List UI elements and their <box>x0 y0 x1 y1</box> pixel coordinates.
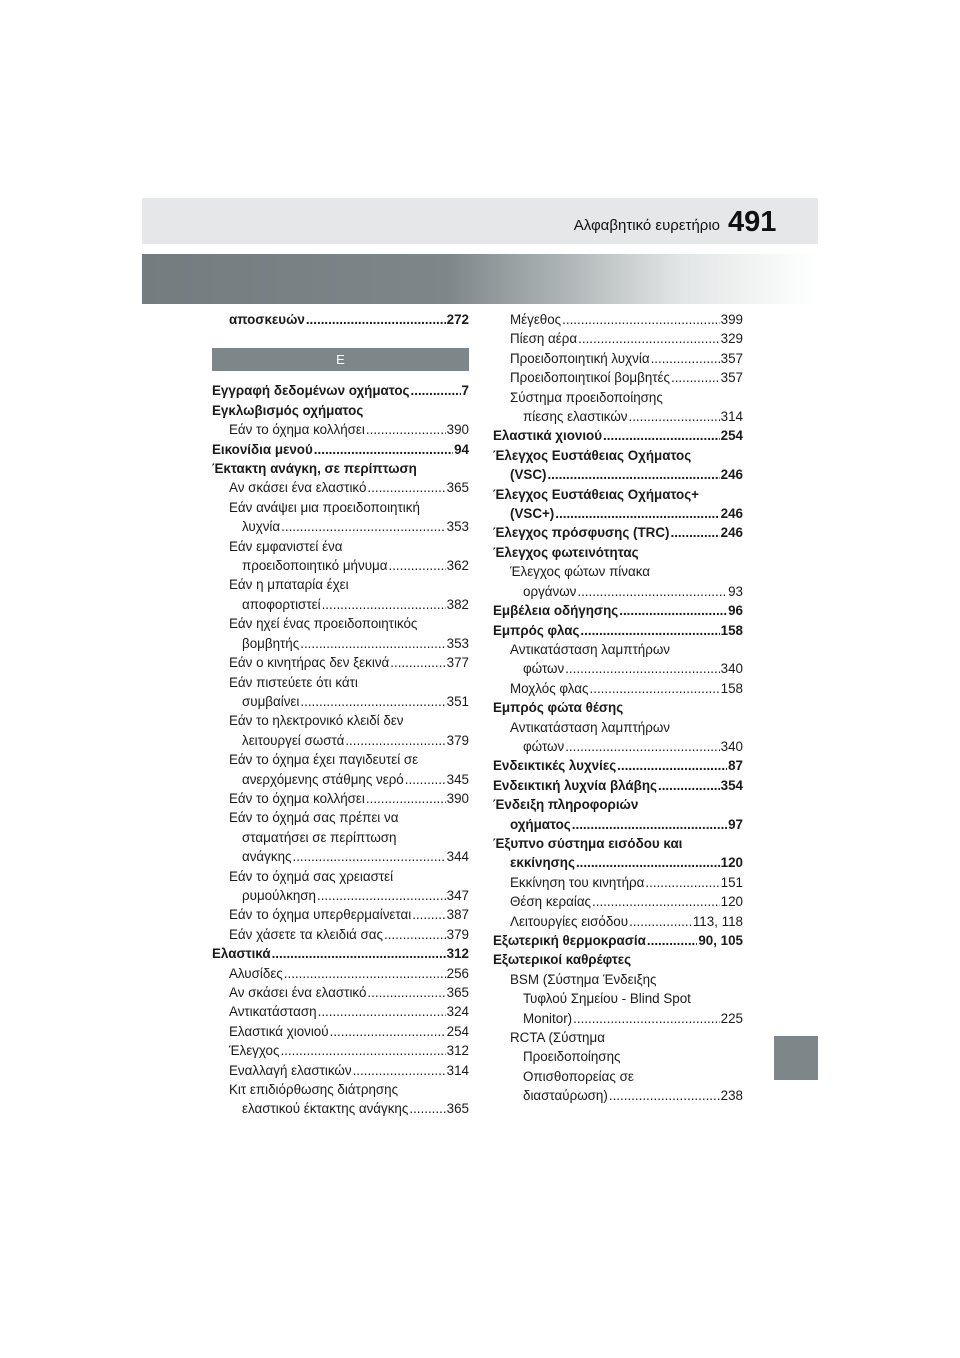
index-entry: ανερχόμενης στάθμης νερό ..... 345 <box>212 770 469 789</box>
index-subentry: BSM (Σύστημα Ένδειξης <box>510 971 657 987</box>
index-subentry: Εάν το ηλεκτρονικό κλειδί δεν <box>229 713 404 729</box>
index-entry: Έλεγχος ..... 312 <box>212 1041 469 1060</box>
index-entry: αποφορτιστεί ..... 382 <box>212 595 469 614</box>
index-subentry: Εάν η μπαταρία έχει <box>229 577 349 593</box>
index-subentry: Εάν ηχεί ένας προειδοποιητικός <box>229 616 418 632</box>
index-entry: λυχνία ..... 353 <box>212 517 469 536</box>
index-entry: Αντικατάσταση ..... 324 <box>212 1002 469 1021</box>
index-subentry: Τυφλού Σημείου - Blind Spot <box>523 991 691 1007</box>
index-entry: Έλεγχος πρόσφυσης (TRC) ..... 246 <box>493 523 743 542</box>
index-heading: Ένδειξη πληροφοριών <box>493 797 639 813</box>
index-entry: Ελαστικά χιονιού ..... 254 <box>493 426 743 445</box>
index-subentry: Εάν ανάψει μια προειδοποιητική <box>229 499 420 515</box>
index-entry: ανάγκης ..... 344 <box>212 847 469 866</box>
index-entry: εκκίνησης ..... 120 <box>493 853 743 872</box>
index-entry: ρυμούλκηση ..... 347 <box>212 886 469 905</box>
index-entry: Ελαστικά ..... 312 <box>212 944 469 963</box>
index-heading: Έλεγχος Ευστάθειας Οχήματος+ <box>493 486 700 502</box>
index-entry: Προειδοποιητική λυχνία ..... 357 <box>493 349 743 368</box>
index-entry: διασταύρωση) ..... 238 <box>493 1086 743 1105</box>
gradient-banner <box>142 254 818 304</box>
page-number: 491 <box>728 206 777 238</box>
index-heading: Έξυπνο σύστημα εισόδου και <box>493 835 683 851</box>
index-entry: ελαστικού έκτακτης ανάγκης ..... 365 <box>212 1099 469 1118</box>
index-subentry: Οπισθοπορείας σε <box>523 1068 634 1084</box>
index-subentry: Αντικατάσταση λαμπτήρων <box>510 719 670 735</box>
index-subentry: Εάν εμφανιστεί ένα <box>229 538 343 554</box>
index-entry: βομβητής ..... 353 <box>212 634 469 653</box>
index-entry: φώτων ..... 340 <box>493 659 743 678</box>
index-entry: Εικονίδια μενού ..... 94 <box>212 440 469 459</box>
chapter-tab <box>774 1036 818 1080</box>
index-subentry: RCTA (Σύστημα <box>510 1030 605 1046</box>
index-entry: οργάνων ..... 93 <box>493 582 743 601</box>
index-subentry: Αντικατάσταση λαμπτήρων <box>510 641 670 657</box>
index-entry: Μέγεθος ..... 399 <box>493 310 743 329</box>
index-entry: λειτουργεί σωστά ..... 379 <box>212 731 469 750</box>
index-heading: Εγκλωβισμός οχήματος <box>212 402 364 418</box>
index-subentry: Έλεγχος φώτων πίνακα <box>510 564 650 580</box>
index-heading: Έλεγχος φωτεινότητας <box>493 544 639 560</box>
index-entry: Ενδεικτική λυχνία βλάβης ..... 354 <box>493 776 743 795</box>
index-entry: Εάν το όχημα κολλήσει ..... 390 <box>212 420 469 439</box>
index-entry: Monitor) ..... 225 <box>493 1009 743 1028</box>
index-entry: αποσκευών ..... 272 <box>212 310 469 329</box>
index-heading: Εμπρός φώτα θέσης <box>493 700 624 716</box>
index-entry: πίεσης ελαστικών ..... 314 <box>493 407 743 426</box>
index-entry: Λειτουργίες εισόδου ..... 113, 118 <box>493 912 743 931</box>
index-entry: Ελαστικά χιονιού ..... 254 <box>212 1022 469 1041</box>
index-subentry: Σύστημα προειδοποίησης <box>510 389 663 405</box>
index-subentry: Κιτ επιδιόρθωσης διάτρησης <box>229 1082 399 1098</box>
index-subentry: Προειδοποίησης <box>523 1049 621 1065</box>
index-entry: Εγγραφή δεδομένων οχήματος ..... 7 <box>212 381 469 400</box>
index-subentry: Εάν πιστεύετε ότι κάτι <box>229 674 358 690</box>
index-heading: Έκτακτη ανάγκη, σε περίπτωση <box>212 461 417 477</box>
index-entry: Εμπρός φλας ..... 158 <box>493 621 743 640</box>
index-entry: φώτων ..... 340 <box>493 737 743 756</box>
index-entry: Εξωτερική θερμοκρασία ..... 90, 105 <box>493 931 743 950</box>
index-entry: (VSC) ..... 246 <box>493 465 743 484</box>
index-entry: οχήματος ..... 97 <box>493 815 743 834</box>
index-entry: Αν σκάσει ένα ελαστικό ..... 365 <box>212 983 469 1002</box>
index-entry: Ενδεικτικές λυχνίες ..... 87 <box>493 756 743 775</box>
index-entry: Εάν το όχημα κολλήσει ..... 390 <box>212 789 469 808</box>
index-entry: προειδοποιητικό μήνυμα ..... 362 <box>212 556 469 575</box>
index-entry: Εκκίνηση του κινητήρα ..... 151 <box>493 873 743 892</box>
index-heading: Εξωτερικοί καθρέφτες <box>493 952 632 968</box>
index-entry: Εάν ο κινητήρας δεν ξεκινά ..... 377 <box>212 653 469 672</box>
index-entry: Προειδοποιητικοί βομβητές ..... 357 <box>493 368 743 387</box>
index-entry: Εναλλαγή ελαστικών ..... 314 <box>212 1061 469 1080</box>
section-title: Αλφαβητικό ευρετήριο <box>573 217 720 234</box>
index-entry: Πίεση αέρα ..... 329 <box>493 329 743 348</box>
index-heading: Έλεγχος Ευστάθειας Οχήματος <box>493 447 692 463</box>
index-entry: Αλυσίδες ..... 256 <box>212 964 469 983</box>
index-entry: Εάν χάσετε τα κλειδιά σας ..... 379 <box>212 925 469 944</box>
index-entry: Εάν το όχημα υπερθερμαίνεται ..... 387 <box>212 905 469 924</box>
index-column-left <box>212 310 469 1119</box>
index-subentry: Εάν το όχημά σας πρέπει να <box>229 810 399 826</box>
index-subentry: Εάν το όχημα έχει παγιδευτεί σε <box>229 752 419 768</box>
index-entry: συμβαίνει ..... 351 <box>212 692 469 711</box>
index-entry: Εμβέλεια οδήγησης ..... 96 <box>493 601 743 620</box>
index-entry: Μοχλός φλας ..... 158 <box>493 679 743 698</box>
index-entry: Αν σκάσει ένα ελαστικό ..... 365 <box>212 478 469 497</box>
index-subentry: Εάν το όχημά σας χρειαστεί <box>229 868 394 884</box>
index-entry: (VSC+) ..... 246 <box>493 504 743 523</box>
section-letter-bar: Ε <box>212 348 469 371</box>
index-entry: Θέση κεραίας ..... 120 <box>493 892 743 911</box>
index-column-right <box>493 310 743 1106</box>
index-subentry: σταματήσει σε περίπτωση <box>242 829 397 845</box>
